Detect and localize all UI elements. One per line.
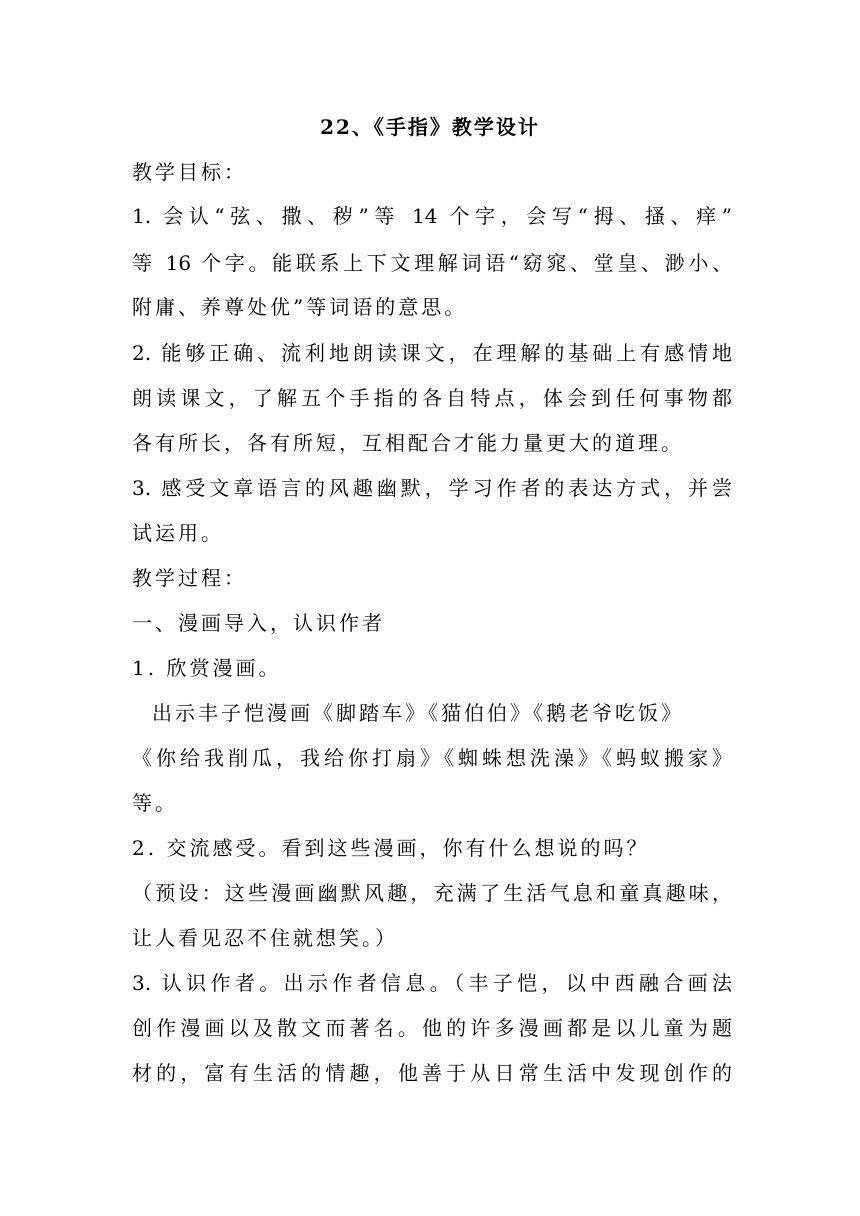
paragraph-line: 3. 认识作者。出示作者信息。（丰子恺，以中西融合画法 <box>132 971 732 995</box>
paragraph-line: 等。 <box>132 791 178 815</box>
paragraph-line: 3. 感受文章语言的风趣幽默，学习作者的表达方式，并尝 <box>132 476 732 500</box>
paragraph-line: 各有所长，各有所短，互相配合才能力量更大的道理。 <box>132 431 684 455</box>
paragraph-line: （预设：这些漫画幽默风趣，充满了生活气息和童真趣味， <box>132 881 732 905</box>
paragraph-line: 1. 欣赏漫画。 <box>132 656 282 680</box>
document-title: 22、《手指》教学设计 <box>320 115 540 139</box>
paragraph-line: 等 16 个字。能联系上下文理解词语“窈窕、堂皇、渺小、 <box>132 251 732 275</box>
paragraph-line: 朗读课文，了解五个手指的各自特点，体会到任何事物都 <box>132 386 732 410</box>
paragraph-line: 2. 能够正确、流利地朗读课文，在理解的基础上有感情地 <box>132 341 732 365</box>
paragraph-line: 让人看见忍不住就想笑。） <box>132 926 398 950</box>
subsection-heading: 一、漫画导入，认识作者 <box>132 611 385 635</box>
paragraph-line: 《你给我削瓜，我给你打扇》《蜘蛛想洗澡》《蚂蚁搬家》 <box>132 746 732 770</box>
section-heading-objectives: 教学目标： <box>132 160 247 184</box>
paragraph-line: 附庸、养尊处优”等词语的意思。 <box>132 295 468 319</box>
paragraph-line: 1. 会认“弦、撒、秽”等 14 个字，会写“拇、搔、痒” <box>132 204 732 228</box>
paragraph-line: 出示丰子恺漫画《脚踏车》《猫伯伯》《鹅老爷吃饭》 <box>152 701 684 725</box>
paragraph-line: 2. 交流感受。看到这些漫画，你有什么想说的吗？ <box>132 836 650 860</box>
paragraph-line: 创作漫画以及散文而著名。他的许多漫画都是以儿童为题 <box>132 1016 732 1040</box>
section-heading-process: 教学过程： <box>132 566 247 590</box>
paragraph-line: 试运用。 <box>132 521 224 545</box>
paragraph-line: 材的，富有生活的情趣，他善于从日常生活中发现创作的 <box>132 1061 732 1085</box>
